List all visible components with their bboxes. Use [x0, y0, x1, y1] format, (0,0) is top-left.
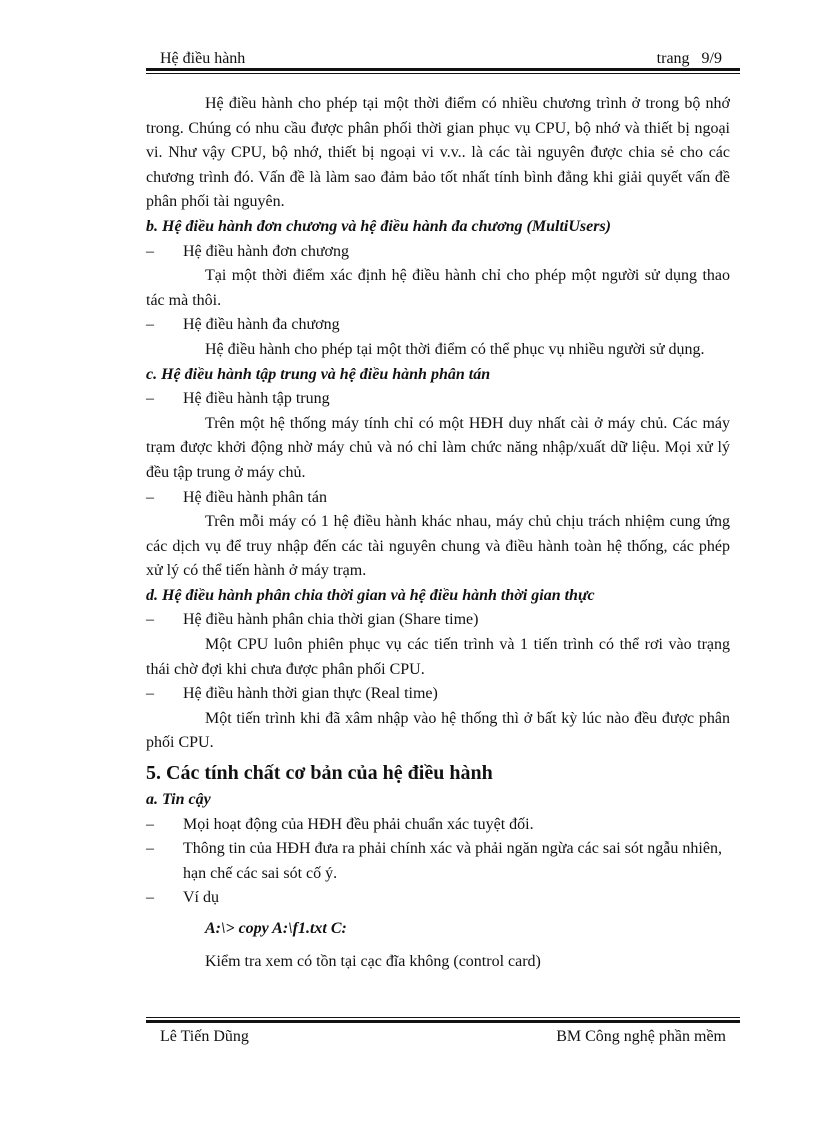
paragraph-intro: Hệ điều hành cho phép tại một thời điểm có nhiều chương trình ở trong bộ nhớ trong. Chúng có nhu cầu được phân phối thời gian phục vụ CPU, bộ nhớ và thiết bị ngoại vi. Như vậy CPU, bộ nhớ, thiết bị ngoại vi v.v.. là các tài nguyên được chia sẻ cho các chương trình đó. Vấn đề là làm sao đảm bảo tốt nhất tính bình đẳng khi giải quyết vấn đề phân phối tài nguyên. — [146, 95, 730, 211]
dash-mark: – — [146, 390, 154, 408]
heading-b: b. Hệ điều hành đơn chương và hệ điều hành đa chương (MultiUsers) — [146, 217, 612, 235]
list-item-text: Hệ điều hành thời gian thực (Real time) — [183, 685, 438, 703]
footer-rule-thin — [146, 1017, 740, 1018]
header-page-number: trang 9/9 — [656, 50, 722, 67]
page-header — [160, 50, 736, 70]
list-item-text: Hệ điều hành phân tán — [183, 488, 327, 506]
list-item-text: Mọi hoạt động của HĐH đều phải chuẩn xác tuyệt đối. — [183, 815, 534, 833]
footer-department: BM Công nghệ phần mềm — [556, 1028, 726, 1045]
list-item-text: Ví dụ — [183, 889, 219, 907]
dash-mark: – — [146, 316, 154, 334]
list-item — [146, 813, 730, 838]
header-rule-thick — [146, 68, 740, 71]
header-rule-thin — [146, 73, 740, 74]
paragraph: Một tiến trình khi đã xâm nhập vào hệ thống thì ở bất kỳ lúc nào đều được phân phối CPU. — [146, 709, 730, 752]
list-item-text: Hệ điều hành đơn chương — [183, 242, 349, 260]
footer-rule-thick — [146, 1020, 740, 1023]
paragraph: Trên một hệ thống máy tính chỉ có một HĐH duy nhất cài ở máy chủ. Các máy trạm được khởi động nhờ máy chủ và nó chỉ làm chức năng nhập/xuất dữ liệu. Mọi xử lý đều tập trung ở máy chủ. — [146, 414, 730, 481]
dash-mark: – — [146, 889, 154, 907]
list-item — [146, 240, 730, 265]
list-item-text: Hệ điều hành phân chia thời gian (Share time) — [183, 611, 479, 629]
header-title: Hệ điều hành — [160, 50, 246, 67]
paragraph: Hệ điều hành cho phép tại một thời điểm có thể phục vụ nhiều người sử dụng. — [205, 340, 705, 358]
list-item — [146, 387, 730, 412]
dash-mark: – — [146, 611, 154, 629]
section-heading-5: 5. Các tính chất cơ bản của hệ điều hành — [146, 762, 493, 785]
dash-mark: – — [146, 685, 154, 703]
list-item — [146, 313, 730, 338]
list-item-text: Hệ điều hành đa chương — [183, 316, 340, 334]
footer-author: Lê Tiến Dũng — [160, 1028, 249, 1045]
list-item — [146, 886, 730, 911]
list-item — [146, 682, 730, 707]
heading-d: d. Hệ điều hành phân chia thời gian và hệ điều hành thời gian thực — [146, 586, 595, 604]
list-item-text: Hệ điều hành tập trung — [183, 390, 330, 408]
command-note: Kiểm tra xem có tồn tại cạc đĩa không (control card) — [205, 952, 541, 970]
paragraph: Một CPU luôn phiên phục vụ các tiến trình và 1 tiến trình có thể rơi vào trạng thái chờ đợi khi chưa được phân phối CPU. — [146, 636, 730, 678]
paragraph: Trên mỗi máy có 1 hệ điều hành khác nhau, máy chủ chịu trách nhiệm cung ứng các dịch vụ để truy nhập đến các tài nguyên chung và điều hành toàn hệ thống, các phép xử lý có thể tiến hành ở máy trạm. — [146, 513, 730, 580]
dash-mark: – — [146, 815, 154, 833]
page-body — [146, 92, 730, 974]
heading-c: c. Hệ điều hành tập trung và hệ điều hành phân tán — [146, 365, 491, 383]
paragraph: Tại một thời điểm xác định hệ điều hành chỉ cho phép một người sử dụng thao tác mà thôi. — [146, 267, 730, 309]
dash-mark: – — [146, 840, 154, 858]
list-item — [146, 608, 730, 633]
dash-mark: – — [146, 488, 154, 506]
command-example: A:\> copy A:\f1.txt C: — [205, 920, 347, 937]
list-item — [146, 486, 730, 511]
list-item — [146, 837, 730, 886]
list-item-text: Thông tin của HĐH đưa ra phải chính xác và phải ngăn ngừa các sai sót ngẫu nhiên, hạn chế các sai sót cố ý. — [183, 840, 722, 882]
heading-a: a. Tin cậy — [146, 791, 211, 809]
dash-mark: – — [146, 242, 154, 260]
